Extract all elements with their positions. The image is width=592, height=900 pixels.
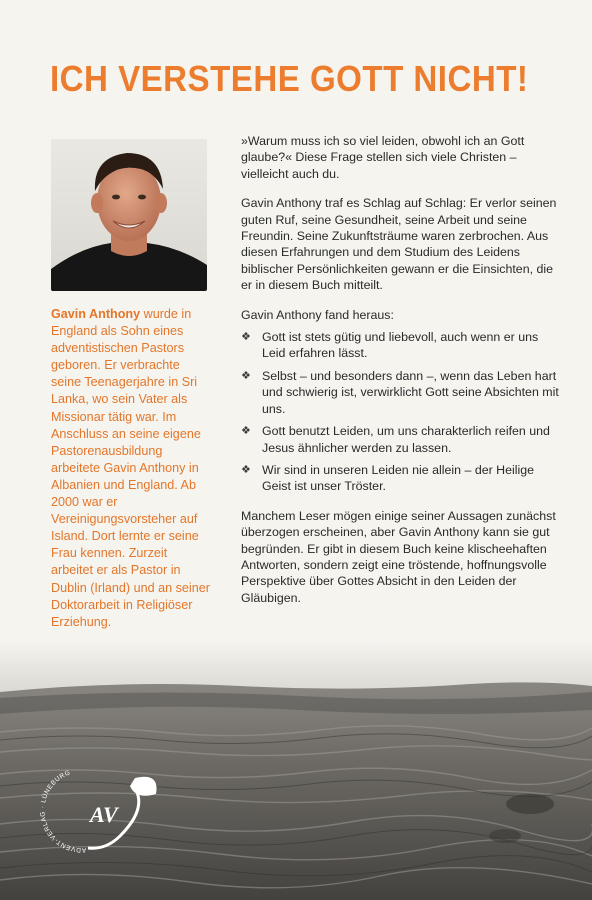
svg-text:ADVENT-VERLAG · LÜNEBURG — [40, 769, 86, 853]
blurb-paragraph-2: Gavin Anthony traf es Schlag auf Schlag: Er verlor seinen guten Ruf, seine Gesundheit, seine Arbeit und seine Freundin. Seine Zukunftsträume waren zerbrochen. Aus diesen Erfahrungen und dem Studium des Leidens biblischer Persönlichkeiten gewann er die Einsichten, die er in diesem Buch mitteilt. — [241, 196, 557, 293]
publisher-arc-text: ADVENT-VERLAG · LÜNEBURG — [40, 769, 87, 854]
blurb-paragraph-4: Manchem Leser mögen einige seiner Aussagen zunächst überzogen erscheinen, aber Gavin Anthony kann sie gut begründen. Er gibt in diesem Buch keine klischeehaften Antworten, sondern zeigt eine tröstende, hoffnungsvolle Perspektive über Gottes Absicht in den Leiden der Gläubigen. — [241, 508, 556, 605]
blurb-paragraph-3: Gavin Anthony fand heraus: — [241, 307, 394, 322]
blurb-paragraph-1: »Warum muss ich so viel leiden, obwohl ich an Gott glaube?« Diese Frage stellen sich viele Christen – vielleicht auch du. — [241, 134, 525, 181]
diamond-bullet-icon: ❖ — [241, 331, 251, 344]
author-bio-text: wurde in England als Sohn eines adventistischen Pastors geboren. Er verbrachte seine Teenagerjahre in Sri Lanka, wo sein Vater als Missionar tätig war. Im Anschluss an seine eigene Pastorenausbildung arbeitete Gavin Anthony in Albanien und England. Ab 2000 war er Vereinigungsvorsteher auf Island. Dort lernte er seine Frau kennen. Zurzeit arbeitet er als Pastor in Dublin (Irland) und an seiner Doktorarbeit in Religiöser Erziehung. — [51, 307, 210, 629]
list-item — [241, 329, 563, 362]
author-photo — [51, 139, 207, 291]
list-item-text: Selbst – und besonders dann –, wenn das Leben hart und schwierig ist, verwirklicht Gott seine Absichten mit uns. — [262, 368, 559, 416]
author-portrait-image — [51, 139, 207, 291]
author-bio — [51, 306, 211, 631]
page-title: ICH VERSTEHE GOTT NICHT! — [50, 58, 529, 99]
list-item-text: Gott benutzt Leiden, um uns charakterlich reifen und Jesus ähnlicher werden zu lassen. — [262, 424, 550, 455]
diamond-bullet-icon: ❖ — [241, 369, 251, 382]
list-item — [241, 368, 563, 417]
list-item-text: Wir sind in unseren Leiden nie allein – der Heilige Geist ist unser Tröster. — [262, 462, 535, 494]
author-name: Gavin Anthony — [51, 307, 141, 321]
list-item — [241, 462, 563, 495]
diamond-bullet-icon: ❖ — [241, 463, 251, 476]
publisher-logo-letters: AV — [90, 802, 118, 827]
list-item — [241, 423, 563, 456]
publisher-logo — [40, 760, 170, 860]
list-item-text: Gott ist stets gütig und liebevoll, auch wenn er uns Leid erfahren lässt. — [262, 330, 539, 361]
diamond-bullet-icon: ❖ — [241, 425, 251, 438]
findings-list — [241, 329, 563, 495]
blurb-text — [241, 133, 563, 619]
